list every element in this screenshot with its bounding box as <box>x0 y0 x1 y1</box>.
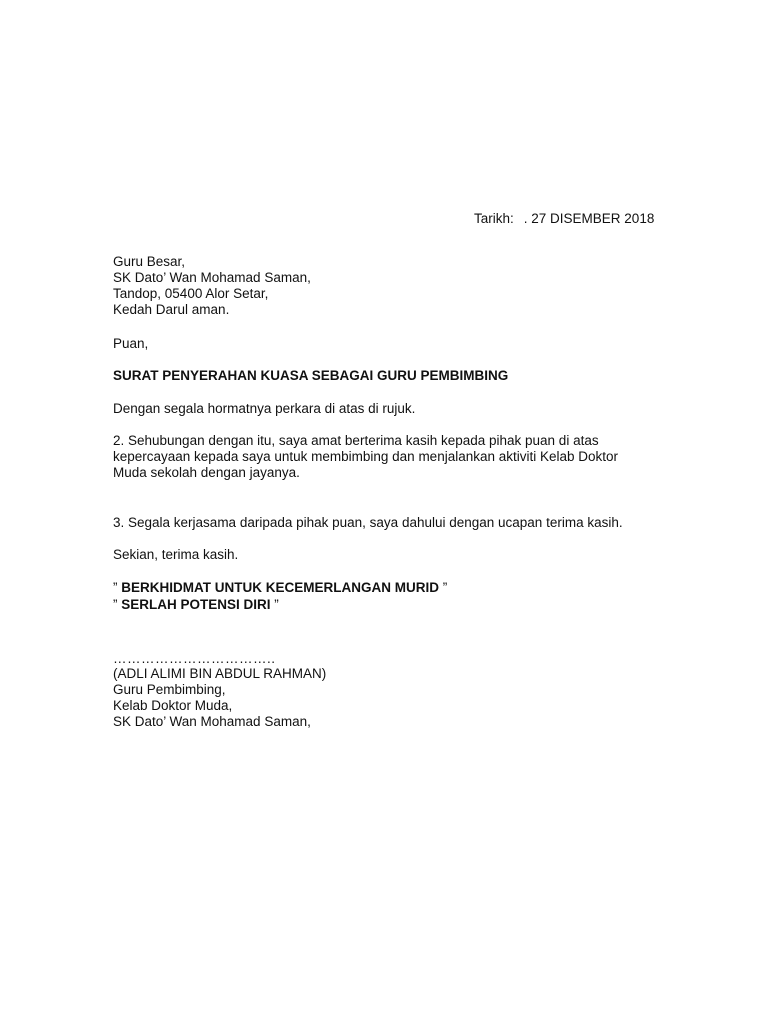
signature-line: …………………………….. <box>113 651 276 666</box>
date-label: Tarikh: <box>474 211 514 226</box>
paragraph-2-line: kepercayaan kepada saya untuk membimbing dan menjalankan aktiviti Kelab Doktor <box>113 449 619 464</box>
recipient-line: Kedah Darul aman. <box>113 302 230 317</box>
paragraph-3: 3. Segala kerjasama daripada pihak puan, saya dahului dengan ucapan terima kasih. <box>113 515 623 530</box>
signer-school: SK Dato’ Wan Mohamad Saman, <box>113 714 311 729</box>
paragraph-2-line: 2. Sehubungan dengan itu, saya amat berterima kasih kepada pihak puan di atas <box>113 433 599 448</box>
motto-1-close-quote: ” <box>438 580 448 595</box>
recipient-line: SK Dato’ Wan Mohamad Saman, <box>113 270 311 285</box>
closing-line: Sekian, terima kasih. <box>113 547 239 562</box>
signer-club: Kelab Doktor Muda, <box>113 698 233 713</box>
recipient-line: Tandop, 05400 Alor Setar, <box>113 286 269 301</box>
paragraph-2 <box>113 433 618 481</box>
paragraph-2-line: Muda sekolah dengan jayanya. <box>113 465 300 480</box>
motto-1-open-quote: ” <box>113 580 122 595</box>
motto-2-open-quote: ” <box>113 597 122 612</box>
motto-2 <box>113 597 279 613</box>
signer-title: Guru Pembimbing, <box>113 682 226 697</box>
salutation: Puan, <box>113 336 149 351</box>
letter-subject: SURAT PENYERAHAN KUASA SEBAGAI GURU PEMBIMBING <box>113 368 509 383</box>
motto-2-close-quote: ” <box>270 597 279 612</box>
recipient-address <box>113 254 311 318</box>
motto-1-text: BERKHIDMAT UNTUK KECEMERLANGAN MURID <box>121 580 439 595</box>
motto-1 <box>113 580 447 596</box>
signer-name: (ADLI ALIMI BIN ABDUL RAHMAN) <box>113 666 327 681</box>
motto-2-text: SERLAH POTENSI DIRI <box>121 597 271 612</box>
date-value: . 27 DISEMBER 2018 <box>523 211 655 226</box>
signer-block <box>113 666 326 730</box>
date-line <box>474 211 654 227</box>
paragraph-1: Dengan segala hormatnya perkara di atas di rujuk. <box>113 401 416 416</box>
recipient-line: Guru Besar, <box>113 254 186 269</box>
